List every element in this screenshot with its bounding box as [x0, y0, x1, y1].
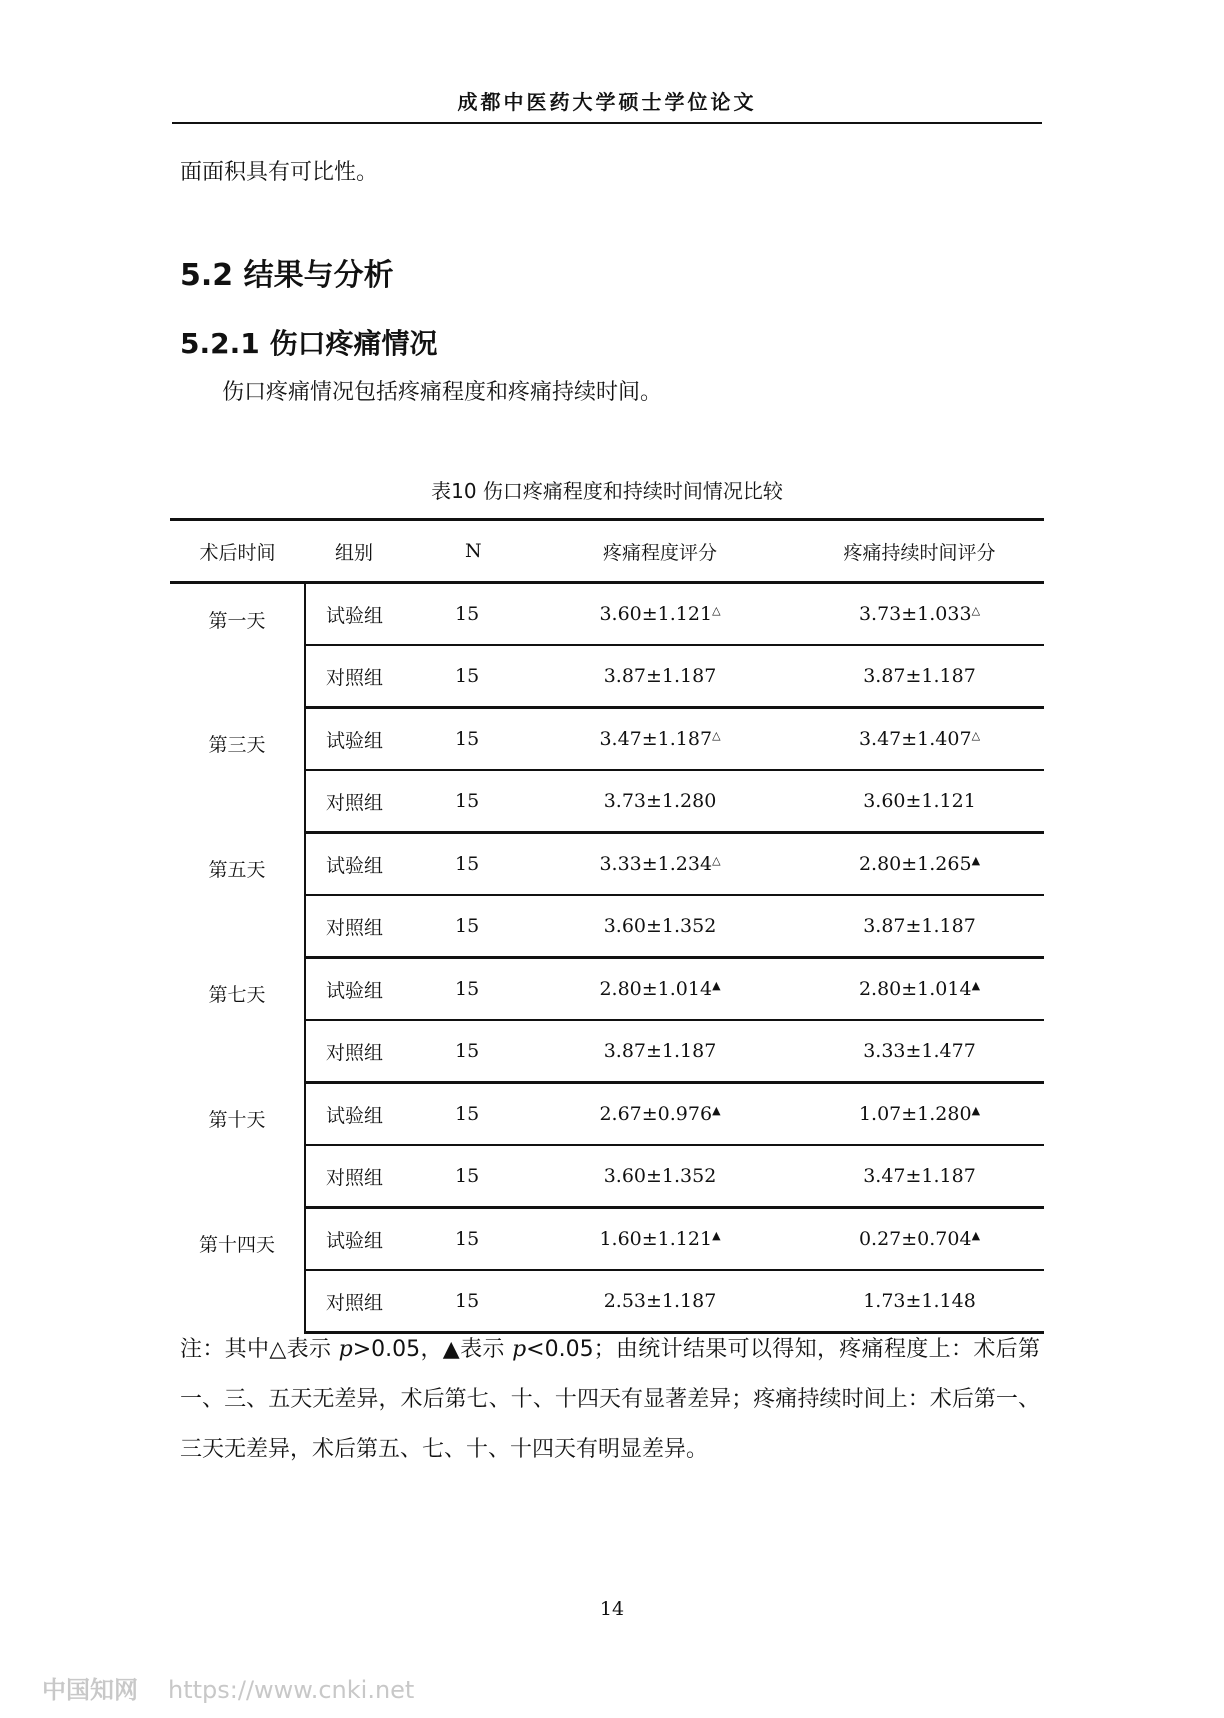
n-cell: 15: [445, 708, 525, 771]
duration-value: 2.80±1.265: [858, 853, 972, 875]
duration-value: 0.27±0.704: [858, 1228, 972, 1250]
pain-comparison-table: [170, 518, 1044, 1334]
subsection-text: 伤口疼痛情况包括疼痛程度和疼痛持续时间。: [222, 380, 663, 405]
time-cell: 第一天: [170, 583, 305, 708]
duration-score-cell: [795, 708, 1044, 771]
n-cell: 15: [445, 895, 525, 958]
table-header-row: [170, 520, 1044, 583]
table-row: [170, 833, 1044, 896]
group-cell: 试验组: [305, 833, 445, 896]
pain-value: 3.73±1.280: [603, 790, 717, 812]
section-heading: 5.2 结果与分析: [180, 258, 394, 293]
significance-mark: △: [712, 729, 721, 742]
significance-mark: ▲: [971, 854, 981, 867]
p-symbol: p: [512, 1337, 527, 1362]
duration-value: 2.80±1.014: [858, 978, 972, 1000]
duration-value: 1.07±1.280: [858, 1103, 972, 1125]
duration-value: 3.47±1.187: [863, 1165, 976, 1187]
subsection-heading: 5.2.1 伤口疼痛情况: [180, 327, 438, 360]
duration-value: 3.60±1.121: [863, 790, 976, 812]
intro-line: 面面积具有可比性。: [180, 160, 379, 185]
duration-score-cell: [795, 1270, 1044, 1333]
significance-mark: ▲: [971, 1229, 981, 1242]
duration-value: 3.87±1.187: [863, 665, 976, 687]
pain-score-cell: [525, 645, 795, 708]
table-row: [170, 958, 1044, 1021]
pain-value: 3.87±1.187: [603, 665, 717, 687]
running-header: 成都中医药大学硕士学位论文: [457, 90, 757, 114]
duration-value: 3.47±1.407: [858, 728, 972, 750]
duration-score-cell: [795, 770, 1044, 833]
pain-score-cell: [525, 1208, 795, 1271]
pain-score-cell: [525, 583, 795, 646]
duration-value: 3.73±1.033: [858, 603, 972, 625]
pain-score-cell: [525, 770, 795, 833]
note-prefix: 注：其中△表示: [180, 1337, 339, 1362]
significance-mark: ▲: [971, 979, 981, 992]
n-cell: 15: [445, 1083, 525, 1146]
pain-value: 3.60±1.352: [603, 915, 717, 937]
pain-score-cell: [525, 895, 795, 958]
table-caption: 表10 伤口疼痛程度和持续时间情况比较: [431, 479, 783, 503]
group-cell: 对照组: [305, 770, 445, 833]
pain-value: 3.47±1.187: [599, 728, 713, 750]
column-header: 组别: [305, 520, 445, 583]
group-cell: 试验组: [305, 1208, 445, 1271]
pain-value: 3.33±1.234: [599, 853, 713, 875]
significance-mark: ▲: [712, 979, 721, 992]
header-rule: [172, 122, 1042, 124]
n-cell: 15: [445, 958, 525, 1021]
table-note: [180, 1325, 1040, 1475]
pain-score-cell: [525, 1145, 795, 1208]
group-cell: 对照组: [305, 895, 445, 958]
pain-value: 3.87±1.187: [603, 1040, 717, 1062]
duration-score-cell: [795, 1145, 1044, 1208]
significance-mark: △: [971, 604, 981, 617]
watermark-brand: 中国知网: [42, 1676, 138, 1704]
column-header: N: [445, 520, 525, 583]
significance-mark: △: [971, 729, 981, 742]
page-number: 14: [599, 1598, 625, 1620]
pain-value: 1.60±1.121: [599, 1228, 713, 1250]
pain-score-cell: [525, 1270, 795, 1333]
n-cell: 15: [445, 833, 525, 896]
significance-mark: △: [712, 604, 721, 617]
table-row: [170, 708, 1044, 771]
duration-value: 3.87±1.187: [863, 915, 976, 937]
pain-score-cell: [525, 1020, 795, 1083]
watermark: [42, 1670, 414, 1705]
group-cell: 试验组: [305, 583, 445, 646]
n-cell: 15: [445, 645, 525, 708]
duration-score-cell: [795, 895, 1044, 958]
duration-score-cell: [795, 833, 1044, 896]
pain-score-cell: [525, 1083, 795, 1146]
note-rest: <0.05；由统计结果可以得知，疼痛程度上：术后第一、三、五天无差异，术后第七、十、十四天有显著差异；疼痛持续时间上：术后第一、三天无差异，术后第五、七、十、十四天有明显差异。: [180, 1337, 1040, 1462]
significance-mark: △: [712, 854, 721, 867]
significance-mark: ▲: [712, 1229, 721, 1242]
pain-value: 3.60±1.121: [599, 603, 713, 625]
group-cell: 对照组: [305, 1270, 445, 1333]
duration-score-cell: [795, 1208, 1044, 1271]
column-header: 术后时间: [170, 520, 305, 583]
table-row: [170, 1208, 1044, 1271]
duration-score-cell: [795, 1083, 1044, 1146]
time-cell: 第十天: [170, 1083, 305, 1208]
group-cell: 对照组: [305, 645, 445, 708]
group-cell: 试验组: [305, 958, 445, 1021]
table-row: [170, 583, 1044, 646]
n-cell: 15: [445, 1270, 525, 1333]
pain-value: 2.53±1.187: [603, 1290, 717, 1312]
n-cell: 15: [445, 583, 525, 646]
significance-mark: ▲: [712, 1104, 721, 1117]
pain-score-cell: [525, 958, 795, 1021]
group-cell: 试验组: [305, 708, 445, 771]
column-header: 疼痛持续时间评分: [795, 520, 1044, 583]
n-cell: 15: [445, 1208, 525, 1271]
pain-value: 3.60±1.352: [603, 1165, 717, 1187]
duration-score-cell: [795, 1020, 1044, 1083]
group-cell: 试验组: [305, 1083, 445, 1146]
watermark-url: https://www.cnki.net: [168, 1676, 415, 1704]
n-cell: 15: [445, 1020, 525, 1083]
time-cell: 第十四天: [170, 1208, 305, 1333]
time-cell: 第五天: [170, 833, 305, 958]
duration-value: 1.73±1.148: [863, 1290, 976, 1312]
duration-value: 3.33±1.477: [863, 1040, 976, 1062]
pain-score-cell: [525, 708, 795, 771]
pain-value: 2.67±0.976: [599, 1103, 713, 1125]
n-cell: 15: [445, 770, 525, 833]
pain-value: 2.80±1.014: [599, 978, 713, 1000]
time-cell: 第七天: [170, 958, 305, 1083]
duration-score-cell: [795, 958, 1044, 1021]
significance-mark: ▲: [971, 1104, 981, 1117]
n-cell: 15: [445, 1145, 525, 1208]
table-row: [170, 1083, 1044, 1146]
pain-score-cell: [525, 833, 795, 896]
group-cell: 对照组: [305, 1020, 445, 1083]
duration-score-cell: [795, 645, 1044, 708]
p-symbol: p: [338, 1337, 353, 1362]
time-cell: 第三天: [170, 708, 305, 833]
note-mid: >0.05，▲表示: [352, 1337, 513, 1362]
group-cell: 对照组: [305, 1145, 445, 1208]
duration-score-cell: [795, 583, 1044, 646]
column-header: 疼痛程度评分: [525, 520, 795, 583]
